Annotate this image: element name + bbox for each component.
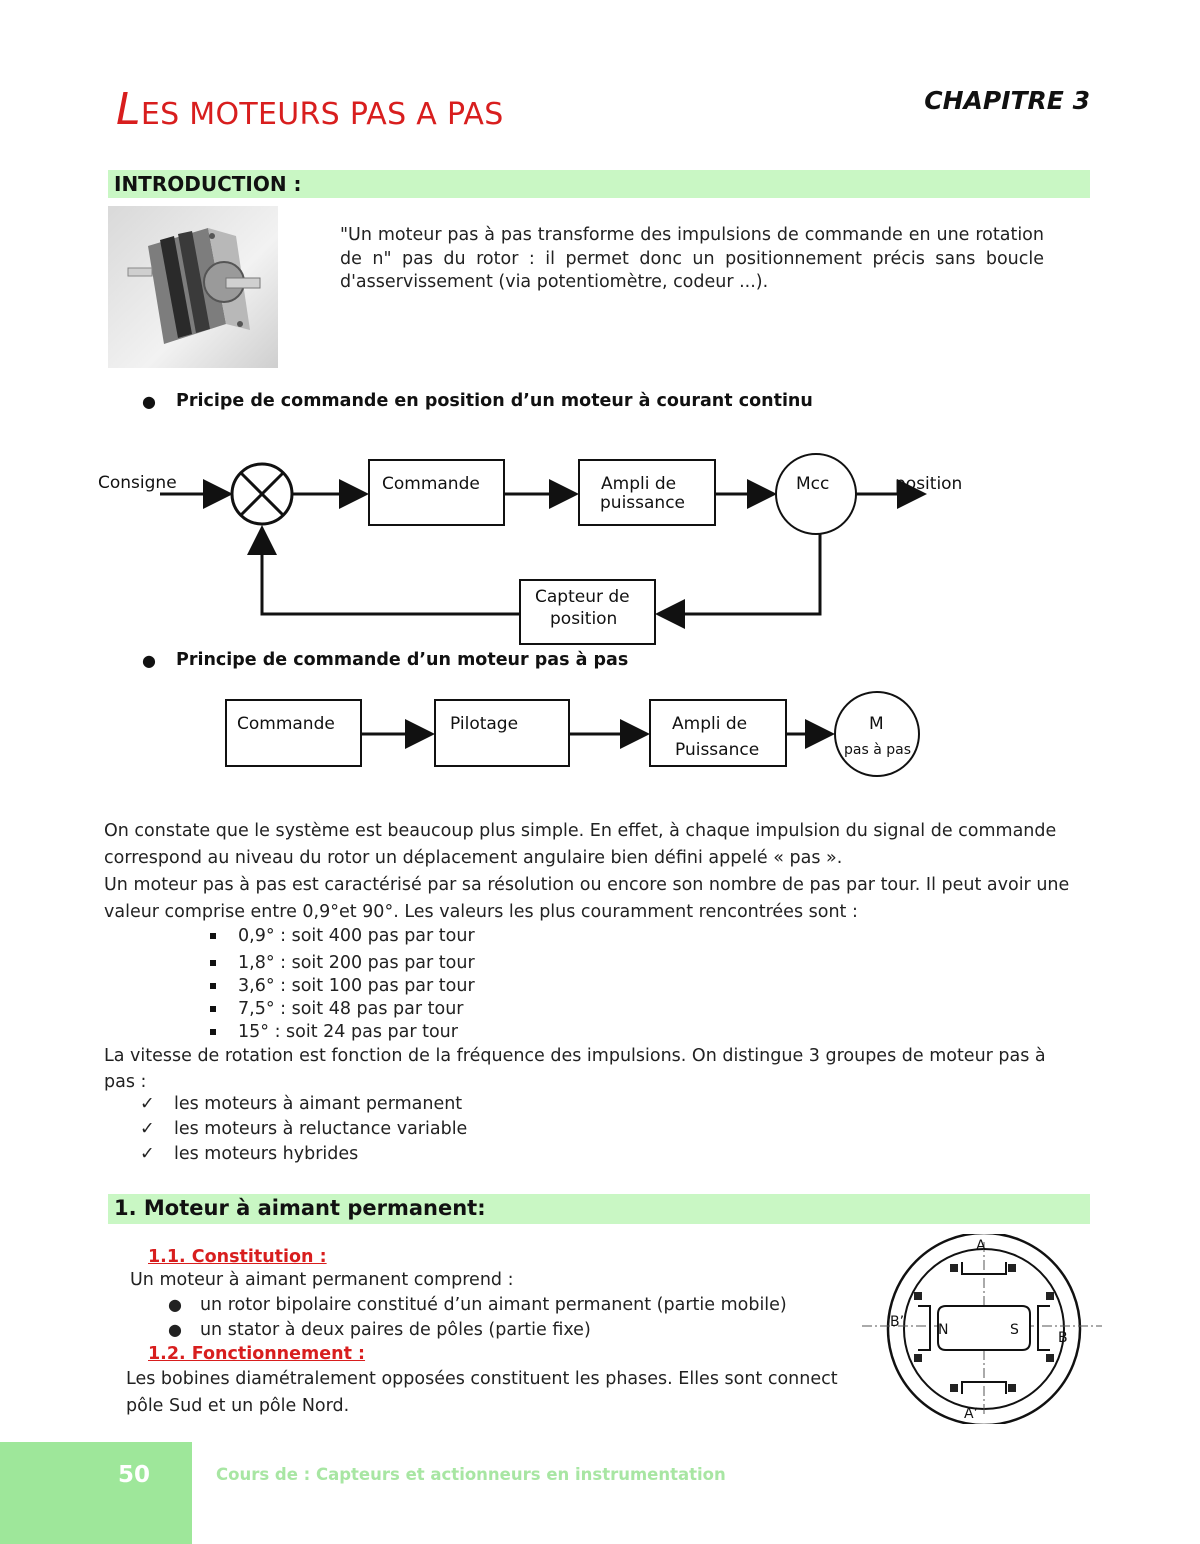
resolution-item: 7,5° : soit 48 pas par tour bbox=[210, 999, 464, 1019]
paragraph-resolution-2: valeur comprise entre 0,9°et 90°. Les valeurs les plus couramment rencontrées sont : bbox=[104, 902, 858, 922]
diagram2-amplifier-label-2: Puissance bbox=[675, 740, 760, 760]
diagram1-feedback-arrow bbox=[658, 534, 820, 614]
bullet-dot-1: ● bbox=[142, 392, 156, 411]
checkmark-icon: ✓ bbox=[140, 1094, 155, 1114]
constitution-item: ● un rotor bipolaire constitué d’un aimant permanent (partie mobile) bbox=[168, 1295, 787, 1315]
pole-label-a: A bbox=[976, 1238, 986, 1254]
constitution-item: ● un stator à deux paires de pôles (partie fixe) bbox=[168, 1320, 591, 1340]
constitution-intro: Un moteur à aimant permanent comprend : bbox=[130, 1270, 514, 1290]
subsection-constitution: 1.1. Constitution : bbox=[148, 1247, 327, 1267]
diagram1-feedback-return-arrow bbox=[262, 528, 520, 614]
diagram2-stepper-motor bbox=[835, 692, 919, 776]
square-bullet-icon bbox=[210, 960, 216, 966]
diagram1-motor-label: Mcc bbox=[796, 474, 830, 494]
diagram1-output-label: position bbox=[895, 474, 963, 494]
square-bullet-icon bbox=[210, 983, 216, 989]
motor-group-item: ✓ les moteurs à aimant permanent bbox=[140, 1094, 463, 1114]
diagram1-sensor-label-2: position bbox=[550, 609, 618, 629]
stepper-motor-photo bbox=[108, 206, 278, 368]
operation-text-2: pôle Sud et un pôle Nord. bbox=[126, 1396, 350, 1416]
diagram1-dc-motor bbox=[776, 454, 856, 534]
paragraph-resolution-1: Un moteur pas à pas est caractérisé par sa résolution ou encore son nombre de pas par tour. Il peut avoir une bbox=[104, 875, 1070, 895]
subsection-operation: 1.2. Fonctionnement : bbox=[148, 1344, 366, 1364]
motor-group-item: ✓ les moteurs hybrides bbox=[140, 1144, 359, 1164]
paragraph-speed-1: La vitesse de rotation est fonction de la fréquence des impulsions. On distingue 3 groupes de moteur pas à bbox=[104, 1046, 1046, 1066]
title-initial: L bbox=[116, 84, 141, 135]
diagram1-amplifier-label-2: puissance bbox=[600, 493, 685, 513]
square-bullet-icon bbox=[210, 933, 216, 939]
permanent-magnet-motor-figure bbox=[862, 1234, 1106, 1424]
page-number: 50 bbox=[118, 1462, 151, 1488]
bullet-dot-icon: ● bbox=[168, 1320, 182, 1339]
pole-label-b: B bbox=[1058, 1330, 1068, 1346]
bullet-stepper-principle: Principe de commande d’un moteur pas à pas bbox=[176, 650, 629, 670]
bullet-dot-2: ● bbox=[142, 651, 156, 670]
diagram2-command-label: Commande bbox=[237, 714, 335, 734]
chapter-label: CHAPITRE 3 bbox=[924, 86, 1090, 115]
square-bullet-icon bbox=[210, 1006, 216, 1012]
diagram2-driver-label: Pilotage bbox=[450, 714, 519, 734]
motor-group-item: ✓ les moteurs à reluctance variable bbox=[140, 1119, 468, 1139]
stepper-block-diagram bbox=[210, 690, 930, 782]
chapter-title bbox=[116, 84, 504, 135]
section1-heading-band bbox=[108, 1194, 1090, 1224]
operation-text-1: Les bobines diamétralement opposées constituent les phases. Elles sont connect bbox=[126, 1369, 838, 1389]
summing-junction bbox=[232, 464, 292, 524]
pole-label-a-prime: A’ bbox=[964, 1406, 979, 1422]
resolution-item: 1,8° : soit 200 pas par tour bbox=[210, 953, 475, 973]
intro-heading: INTRODUCTION : bbox=[114, 172, 302, 196]
diagram1-sensor-label-1: Capteur de bbox=[535, 587, 630, 607]
rotor-label-south: S bbox=[1010, 1322, 1019, 1338]
diagram2-motor-label-1: M bbox=[869, 714, 884, 734]
paragraph-simplicity-1: On constate que le système est beaucoup plus simple. En effet, à chaque impulsion du signal de commande bbox=[104, 821, 1057, 841]
checkmark-icon: ✓ bbox=[140, 1144, 155, 1164]
bullet-dot-icon: ● bbox=[168, 1295, 182, 1314]
diagram2-motor-label-2: pas à pas bbox=[844, 742, 911, 758]
intro-quote: "Un moteur pas à pas transforme des impulsions de commande en une rotation de n" pas du rotor : il permet donc un positionnement précis sans boucle d'asservissement (via potentiomètre, codeur ...). bbox=[340, 225, 1044, 292]
paragraph-speed-2: pas : bbox=[104, 1072, 147, 1092]
title-rest: ES MOTEURS PAS A PAS bbox=[140, 97, 504, 132]
resolution-item: 15° : soit 24 pas par tour bbox=[210, 1022, 458, 1042]
rotor-label-north: N bbox=[938, 1322, 949, 1338]
dc-motor-block-diagram bbox=[90, 446, 990, 656]
footer-course-title: Cours de : Capteurs et actionneurs en instrumentation bbox=[216, 1465, 726, 1484]
diagram1-input-label: Consigne bbox=[98, 473, 177, 493]
square-bullet-icon bbox=[210, 1029, 216, 1035]
diagram1-command-label: Commande bbox=[382, 474, 480, 494]
diagram1-amplifier-label-1: Ampli de bbox=[601, 474, 677, 494]
section1-heading: 1. Moteur à aimant permanent: bbox=[114, 1196, 486, 1220]
footer-page-box bbox=[0, 1442, 192, 1544]
pole-label-b-prime: B’ bbox=[890, 1314, 905, 1330]
stepper-motor-illustration bbox=[108, 206, 278, 368]
bullet-dc-motor-principle: Pricipe de commande en position d’un moteur à courant continu bbox=[176, 391, 813, 411]
diagram2-amplifier-label-1: Ampli de bbox=[672, 714, 748, 734]
paragraph-simplicity-2: correspond au niveau du rotor un déplacement angulaire bien défini appelé « pas ». bbox=[104, 848, 843, 868]
intro-heading-band bbox=[108, 170, 1090, 198]
checkmark-icon: ✓ bbox=[140, 1119, 155, 1139]
resolution-item: 0,9° : soit 400 pas par tour bbox=[210, 926, 475, 946]
resolution-item: 3,6° : soit 100 pas par tour bbox=[210, 976, 475, 996]
